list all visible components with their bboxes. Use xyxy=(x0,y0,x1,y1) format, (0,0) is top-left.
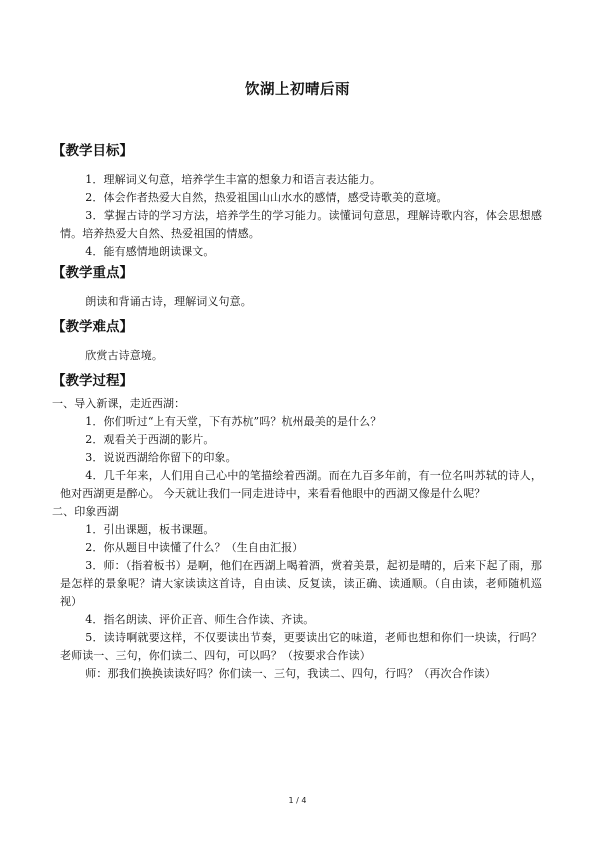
section-heading-goals: 【教学目标】 xyxy=(52,143,133,159)
process-item: 1．引出课题，板书课题。 xyxy=(85,523,215,536)
process-item: 4．几千年来，人们用自己心中的笔描绘着西湖。而在九百多年前，有一位名叫苏轼的诗人，他对西湖更是醉心。 今天就让我们一同走进诗中，来看看他眼中的西湖又像是什么呢？ xyxy=(60,469,542,500)
process-item: 4．指名朗读、评价正音、师生合作读、齐读。 xyxy=(85,613,315,626)
process-item: 3．说说西湖给你留下的印象。 xyxy=(85,451,237,464)
difficulty-item: 欣赏古诗意境。 xyxy=(85,349,163,362)
process-subheading: 一、导入新课，走近西湖： xyxy=(52,397,186,410)
process-item: 2．观看关于西湖的影片。 xyxy=(85,433,215,446)
document-title: 饮湖上初晴后雨 xyxy=(245,82,350,98)
page-number: 1 / 4 xyxy=(288,796,307,805)
focus-item: 朗读和背诵古诗，理解词义句意。 xyxy=(85,295,252,308)
document-body xyxy=(52,141,542,683)
process-item: 5．读诗啊就要这样，不仅要读出节奏，更要读出它的味道，老师也想和你们一块读，行吗？老师读一、三句，你们读二、四句，可以吗？（按要求合作读） xyxy=(60,631,542,662)
section-heading-process: 【教学过程】 xyxy=(52,373,133,389)
section-heading-difficulty: 【教学难点】 xyxy=(52,319,133,335)
goal-item: 4．能有感情地朗读课文。 xyxy=(85,245,215,258)
process-subheading: 二、印象西湖 xyxy=(52,505,119,518)
goal-item: 1．理解词义句意，培养学生丰富的想象力和语言表达能力。 xyxy=(85,173,381,186)
process-item: 1．你们听过“上有天堂，下有苏杭”吗？杭州最美的是什么？ xyxy=(85,415,382,428)
goal-item: 2．体会作者热爱大自然，热爱祖国山山水水的感情，感受诗歌美的意境。 xyxy=(85,191,448,204)
process-item: 3．师：（指着板书）是啊，他们在西湖上喝着酒，赏着美景，起初是晴的，后来下起了雨，那是怎样的景象呢？请大家读读这首诗，自由读、反复读，读正确、读通顺。（自由读，老师随机巡视） xyxy=(60,559,542,608)
process-item: 2．你从题目中读懂了什么？（生自由汇报） xyxy=(85,541,304,554)
goal-item: 3．掌握古诗的学习方法，培养学生的学习能力。读懂词句意思，理解诗歌内容，体会思想感情。培养热爱大自然、热爱祖国的情感。 xyxy=(60,209,542,240)
section-heading-focus: 【教学重点】 xyxy=(52,265,133,281)
process-item: 师：那我们换换读读好吗？你们读一、三句，我读二、四句，行吗？（再次合作读） xyxy=(85,667,496,680)
